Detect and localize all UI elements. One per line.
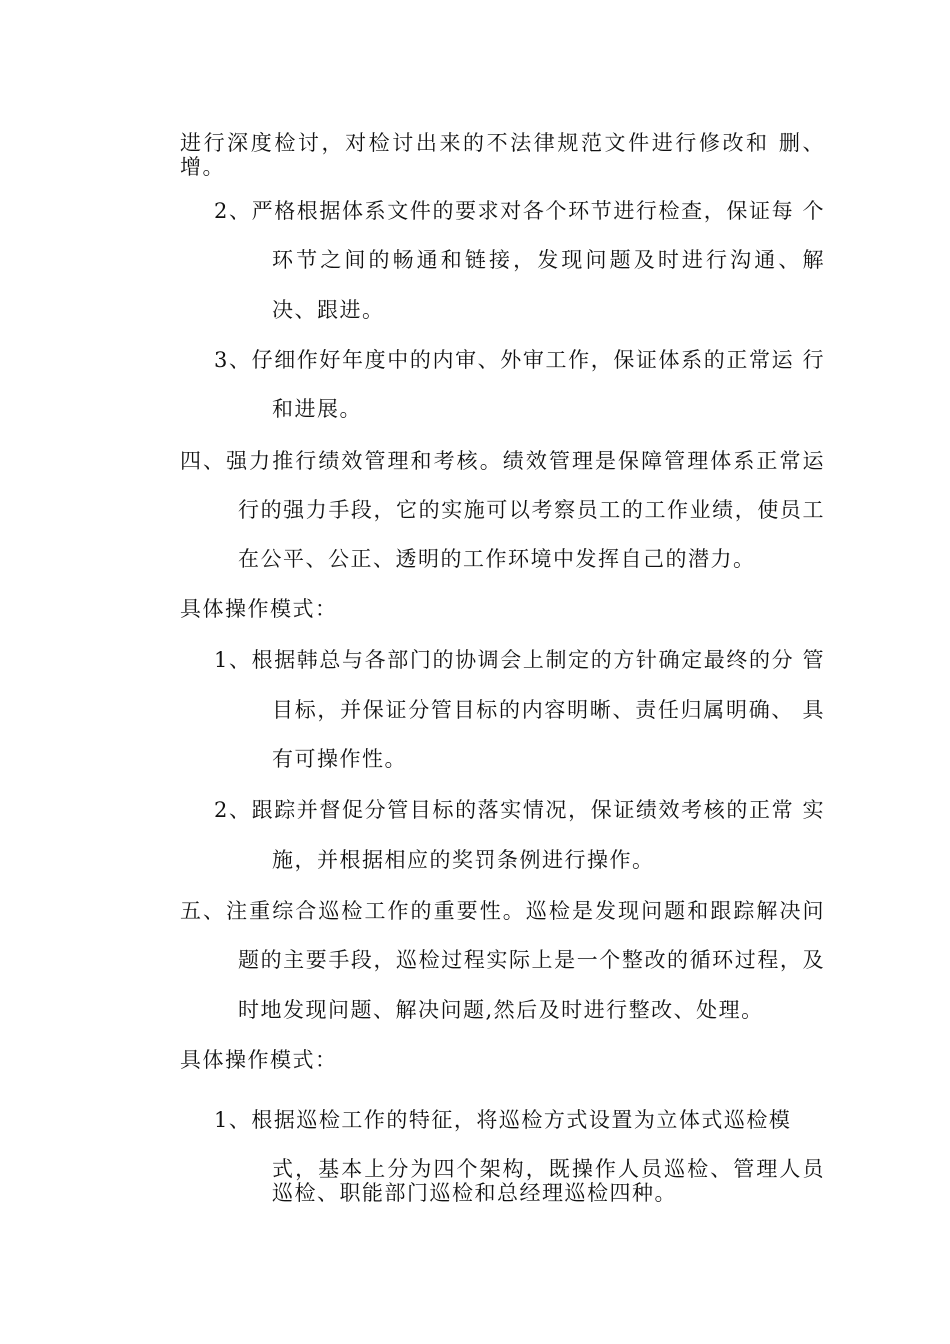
- list-item-line: 1、根据巡检工作的特征，将巡检方式设置为立体式巡检模: [214, 1108, 792, 1132]
- paragraph-line: 时地发现问题、解决问题,然后及时进行整改、处理。: [238, 998, 764, 1022]
- list-item-line: 环节之间的畅通和链接，发现问题及时进行沟通、解: [272, 248, 825, 272]
- list-item-line: 2、严格根据体系文件的要求对各个环节进行检查，保证每 个: [214, 199, 825, 223]
- subheading-line: 具体操作模式：: [180, 597, 338, 621]
- list-item-line: 有可操作性。: [272, 747, 407, 771]
- list-item-line: 3、仔细作好年度中的内审、外审工作，保证体系的正常运 行: [214, 348, 825, 372]
- paragraph-line: 在公平、公正、透明的工作环境中发挥自己的潜力。: [238, 547, 756, 571]
- list-item-line: 施，并根据相应的奖罚条例进行操作。: [272, 848, 655, 872]
- list-item-line: 和进展。: [272, 397, 362, 421]
- list-item-line: 决、跟进。: [272, 298, 385, 322]
- text-line: 增。: [180, 155, 225, 179]
- list-item-line: 2、跟踪并督促分管目标的落实情况，保证绩效考核的正常 实: [214, 798, 825, 822]
- section-heading-line: 四、强力推行绩效管理和考核。绩效管理是保障管理体系正常运: [180, 449, 825, 473]
- subheading-line: 具体操作模式：: [180, 1048, 338, 1072]
- section-heading-line: 五、注重综合巡检工作的重要性。巡检是发现问题和跟踪解决问: [180, 899, 825, 923]
- text-line: 进行深度检讨，对检讨出来的不法律规范文件进行修改和 删、: [180, 131, 825, 155]
- list-item-line: 巡检、职能部门巡检和总经理巡检四种。: [272, 1181, 677, 1205]
- paragraph-line: 行的强力手段，它的实施可以考察员工的工作业绩，使员工: [238, 498, 825, 522]
- list-item-line: 1、根据韩总与各部门的协调会上制定的方针确定最终的分 管: [214, 648, 825, 672]
- paragraph-line: 题的主要手段，巡检过程实际上是一个整改的循环过程，及: [238, 948, 825, 972]
- list-item-line: 式，基本上分为四个架构，既操作人员巡检、管理人员: [272, 1157, 825, 1181]
- list-item-line: 目标，并保证分管目标的内容明晰、责任归属明确、 具: [272, 698, 825, 722]
